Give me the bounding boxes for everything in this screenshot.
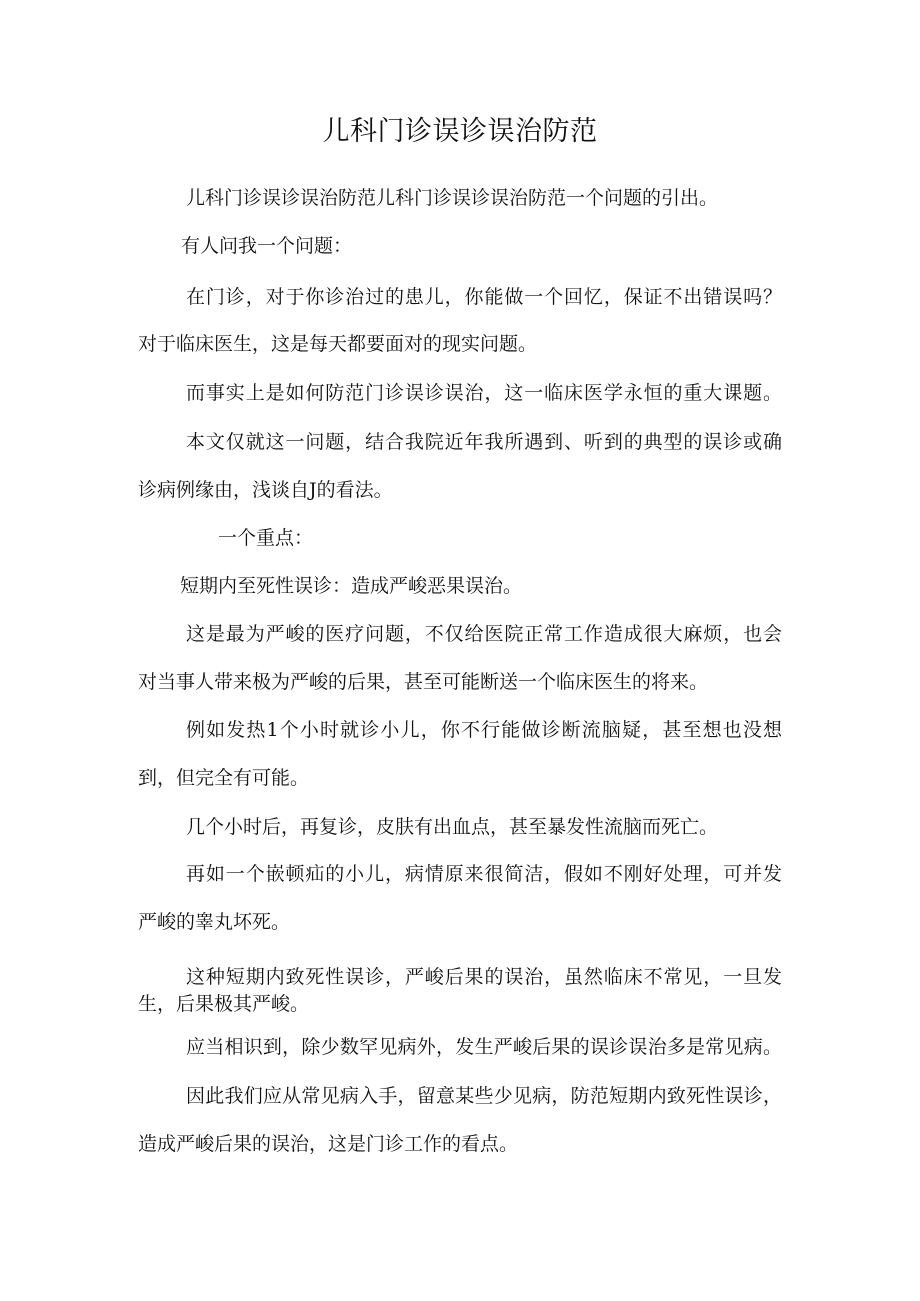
- paragraph-line: 再如一个嵌顿疝的小儿，病情原来很简洁，假如不刚好处理，可并发: [186, 863, 782, 885]
- paragraph-line: 短期内至死性误诊：造成严峻恶果误治。: [180, 575, 523, 597]
- paragraph-line: 对当事人带来极为严峻的后果，甚至可能断送一个临床医生的将来。: [138, 671, 709, 693]
- paragraph-line: 这是最为严峻的医疗问题，不仅给医院正常工作造成很大麻烦，也会: [186, 623, 782, 645]
- paragraph-line: 严峻的睾丸坏死。: [138, 911, 291, 933]
- paragraph-line: 对于临床医生，这是每天都要面对的现实问题。: [138, 333, 538, 355]
- paragraph-line: 到，但完全有可能。: [138, 767, 310, 789]
- paragraph-line: 因此我们应从常见病入手，留意某些少见病，防范短期内致死性误诊，: [186, 1085, 782, 1107]
- paragraph-line: 在门诊，对于你诊治过的患儿，你能做一个回忆，保证不出错误吗？: [186, 286, 782, 308]
- paragraph-line: 几个小时后，再复诊，皮肤有出血点，甚至暴发性流脑而死亡。: [186, 816, 719, 838]
- paragraph-line: 一个重点：: [218, 527, 314, 549]
- paragraph-line: 诊病例缘由，浅谈自J的看法。: [138, 479, 393, 501]
- paragraph-line: 生，后果极其严峻。: [138, 993, 310, 1015]
- paragraph-line: 而事实上是如何防范门诊误诊误治，这一临床医学永恒的重大课题。: [186, 382, 782, 404]
- paragraph-line: 儿科门诊误诊误治防范儿科门诊误诊误治防范一个问题的引出。: [186, 187, 719, 209]
- paragraph-line: 应当相识到，除少数罕见病外，发生严峻后果的误诊误治多是常见病。: [186, 1036, 782, 1058]
- paragraph-line: 本文仅就这一问题，结合我院近年我所遇到、听到的典型的误诊或确: [186, 431, 782, 453]
- paragraph-line: 例如发热1个小时就诊小儿，你不行能做诊断流脑疑，甚至想也没想: [186, 719, 782, 741]
- paragraph-line: 这种短期内致死性误诊，严峻后果的误治，虽然临床不常见，一旦发: [186, 966, 782, 988]
- document-title: 儿科门诊误诊误治防范: [322, 116, 598, 147]
- paragraph-line: 有人问我一个问题：: [181, 235, 353, 257]
- paragraph-line: 造成严峻后果的误治，这是门诊工作的看点。: [138, 1133, 519, 1155]
